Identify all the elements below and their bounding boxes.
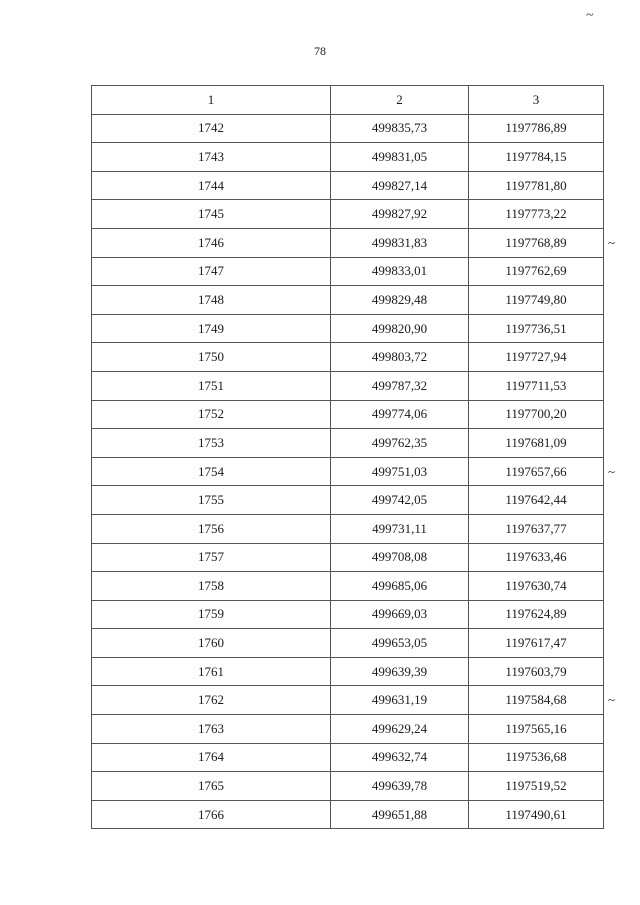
- point-number-value: 1756: [198, 520, 224, 536]
- x-coordinate-cell: [331, 743, 469, 772]
- x-coordinate-value: 499835,73: [371, 120, 428, 136]
- table-row: [92, 286, 604, 315]
- y-coordinate-cell: [469, 343, 604, 372]
- y-coordinate-cell: [469, 457, 615, 486]
- point-number-cell: [92, 114, 331, 143]
- y-coordinate-cell: [469, 486, 604, 515]
- x-coordinate-cell: [331, 457, 469, 486]
- x-coordinate-cell: [331, 143, 469, 172]
- y-coordinate-cell: [469, 143, 604, 172]
- y-coordinate-value: 1197773,22: [505, 206, 567, 222]
- y-coordinate-value: 1197584,68: [505, 692, 567, 708]
- point-number-value: 1763: [198, 720, 224, 736]
- y-coordinate-value: 1197784,15: [505, 148, 567, 164]
- point-number-value: 1762: [198, 692, 224, 708]
- x-coordinate-cell: [331, 629, 469, 658]
- x-coordinate-value: 499787,32: [371, 377, 428, 393]
- y-coordinate-cell: [469, 543, 604, 572]
- y-coordinate-cell: [469, 743, 604, 772]
- x-coordinate-value: 499833,01: [371, 263, 428, 279]
- table-row: [92, 629, 604, 658]
- x-coordinate-cell: [331, 171, 469, 200]
- point-number-cell: [92, 400, 331, 429]
- y-coordinate-cell: [469, 371, 604, 400]
- point-number-cell: [92, 486, 331, 515]
- x-coordinate-value: 499632,74: [371, 749, 428, 765]
- table-row: [92, 143, 604, 172]
- x-coordinate-cell: [331, 800, 469, 829]
- y-coordinate-value: 1197624,89: [505, 606, 567, 622]
- y-coordinate-value: 1197781,80: [505, 177, 567, 193]
- table-row: [92, 543, 604, 572]
- table-row: [92, 343, 604, 372]
- table-row: [92, 228, 604, 257]
- y-coordinate-value: 1197727,94: [505, 349, 567, 365]
- point-number-value: 1746: [198, 234, 224, 250]
- point-number-cell: [92, 143, 331, 172]
- point-number-value: 1766: [198, 806, 224, 822]
- y-coordinate-value: 1197786,89: [505, 120, 567, 136]
- y-coordinate-value: 1197633,46: [505, 549, 567, 565]
- x-coordinate-value: 499731,11: [372, 520, 427, 536]
- point-number-cell: [92, 629, 331, 658]
- y-coordinate-value: 1197490,61: [505, 806, 567, 822]
- table-row: [92, 429, 604, 458]
- x-coordinate-value: 499651,88: [371, 806, 428, 822]
- point-number-cell: [92, 600, 331, 629]
- y-coordinate-cell: [469, 200, 604, 229]
- x-coordinate-cell: [331, 400, 469, 429]
- header-cell-2: 2: [331, 86, 469, 115]
- point-number-cell: [92, 228, 331, 257]
- point-number-value: 1761: [198, 663, 224, 679]
- y-coordinate-value: 1197617,47: [505, 635, 567, 651]
- point-number-value: 1750: [198, 349, 224, 365]
- x-coordinate-value: 499803,72: [371, 349, 428, 365]
- table-body: [92, 114, 615, 829]
- point-number-value: 1749: [198, 320, 224, 336]
- y-coordinate-cell: [469, 228, 615, 257]
- point-number-cell: [92, 286, 331, 315]
- y-coordinate-value: 1197762,69: [505, 263, 567, 279]
- point-number-value: 1755: [198, 492, 224, 508]
- y-coordinate-cell: [469, 772, 604, 801]
- table-header: [92, 86, 604, 115]
- point-number-cell: [92, 715, 331, 744]
- x-coordinate-cell: [331, 543, 469, 572]
- x-coordinate-value: 499629,24: [371, 720, 428, 736]
- margin-tick-mark: ~: [607, 463, 615, 479]
- table-row: [92, 200, 604, 229]
- x-coordinate-value: 499639,78: [371, 778, 428, 794]
- point-number-value: 1751: [198, 377, 224, 393]
- y-coordinate-value: 1197657,66: [505, 463, 567, 479]
- y-coordinate-value: 1197536,68: [505, 749, 567, 765]
- y-coordinate-value: 1197681,09: [505, 434, 567, 450]
- point-number-cell: [92, 800, 331, 829]
- y-coordinate-cell: [469, 286, 604, 315]
- y-coordinate-value: 1197630,74: [505, 577, 567, 593]
- y-coordinate-cell: [469, 314, 604, 343]
- y-coordinate-value: 1197749,80: [505, 291, 567, 307]
- x-coordinate-cell: [331, 314, 469, 343]
- corner-tick-mark: ~: [586, 8, 594, 23]
- point-number-value: 1753: [198, 434, 224, 450]
- point-number-cell: [92, 572, 331, 601]
- point-number-cell: [92, 457, 331, 486]
- table-row: [92, 400, 604, 429]
- point-number-cell: [92, 514, 331, 543]
- x-coordinate-value: 499820,90: [371, 320, 428, 336]
- y-coordinate-cell: [469, 257, 604, 286]
- y-coordinate-value: 1197700,20: [505, 406, 567, 422]
- x-coordinate-cell: [331, 657, 469, 686]
- y-coordinate-cell: [469, 629, 604, 658]
- point-number-cell: [92, 657, 331, 686]
- x-coordinate-value: 499827,14: [371, 177, 428, 193]
- point-number-value: 1744: [198, 177, 224, 193]
- point-number-value: 1759: [198, 606, 224, 622]
- x-coordinate-value: 499653,05: [371, 635, 428, 651]
- table-row: [92, 486, 604, 515]
- point-number-cell: [92, 772, 331, 801]
- x-coordinate-value: 499742,05: [371, 492, 428, 508]
- point-number-cell: [92, 200, 331, 229]
- x-coordinate-cell: [331, 514, 469, 543]
- table-row: [92, 114, 604, 143]
- page-number: 78: [314, 44, 326, 58]
- x-coordinate-cell: [331, 715, 469, 744]
- point-number-value: 1760: [198, 635, 224, 651]
- point-number-value: 1754: [198, 463, 224, 479]
- table-row: [92, 800, 604, 829]
- point-number-value: 1748: [198, 291, 224, 307]
- header-cell-1: 1: [92, 86, 331, 115]
- x-coordinate-cell: [331, 114, 469, 143]
- point-number-cell: [92, 171, 331, 200]
- x-coordinate-cell: [331, 686, 469, 715]
- x-coordinate-value: 499831,83: [371, 234, 428, 250]
- y-coordinate-cell: [469, 429, 604, 458]
- y-coordinate-value: 1197519,52: [505, 778, 567, 794]
- table-row: [92, 772, 604, 801]
- y-coordinate-value: 1197565,16: [505, 720, 567, 736]
- x-coordinate-value: 499708,08: [371, 549, 428, 565]
- y-coordinate-cell: [469, 715, 604, 744]
- table-row: [92, 686, 604, 715]
- point-number-value: 1752: [198, 406, 224, 422]
- y-coordinate-cell: [469, 114, 604, 143]
- x-coordinate-cell: [331, 429, 469, 458]
- point-number-cell: [92, 257, 331, 286]
- point-number-cell: [92, 429, 331, 458]
- point-number-cell: [92, 371, 331, 400]
- x-coordinate-cell: [331, 772, 469, 801]
- table-row: [92, 171, 604, 200]
- x-coordinate-cell: [331, 286, 469, 315]
- y-coordinate-cell: [469, 572, 604, 601]
- point-number-value: 1757: [198, 549, 224, 565]
- table-row: [92, 514, 604, 543]
- table-row: [92, 457, 604, 486]
- x-coordinate-value: 499774,06: [371, 406, 428, 422]
- y-coordinate-cell: [469, 600, 604, 629]
- table-row: [92, 743, 604, 772]
- point-number-value: 1758: [198, 577, 224, 593]
- table-row: [92, 257, 604, 286]
- point-number-value: 1764: [198, 749, 224, 765]
- table-row: [92, 600, 604, 629]
- y-coordinate-value: 1197736,51: [505, 320, 567, 336]
- x-coordinate-value: 499631,19: [371, 692, 428, 708]
- x-coordinate-value: 499751,03: [371, 463, 428, 479]
- x-coordinate-value: 499639,39: [371, 663, 428, 679]
- x-coordinate-cell: [331, 486, 469, 515]
- table-row: [92, 314, 604, 343]
- y-coordinate-cell: [469, 171, 604, 200]
- table-row: [92, 572, 604, 601]
- y-coordinate-cell: [469, 686, 615, 715]
- table-row: [92, 371, 604, 400]
- point-number-value: 1745: [198, 206, 224, 222]
- y-coordinate-value: 1197637,77: [505, 520, 567, 536]
- point-number-value: 1742: [198, 120, 224, 136]
- y-coordinate-cell: [469, 514, 604, 543]
- y-coordinate-value: 1197711,53: [505, 377, 567, 393]
- x-coordinate-cell: [331, 257, 469, 286]
- x-coordinate-cell: [331, 371, 469, 400]
- table-row: [92, 715, 604, 744]
- point-number-cell: [92, 686, 331, 715]
- table-row: [92, 657, 604, 686]
- y-coordinate-value: 1197768,89: [505, 234, 567, 250]
- margin-tick-mark: ~: [607, 692, 615, 708]
- coordinates-table: [91, 85, 615, 829]
- point-number-cell: [92, 743, 331, 772]
- point-number-cell: [92, 343, 331, 372]
- x-coordinate-value: 499827,92: [371, 206, 428, 222]
- y-coordinate-value: 1197642,44: [505, 492, 567, 508]
- y-coordinate-cell: [469, 657, 604, 686]
- x-coordinate-cell: [331, 200, 469, 229]
- x-coordinate-cell: [331, 228, 469, 257]
- y-coordinate-cell: [469, 400, 604, 429]
- x-coordinate-value: 499685,06: [371, 577, 428, 593]
- y-coordinate-value: 1197603,79: [505, 663, 567, 679]
- x-coordinate-value: 499829,48: [371, 291, 428, 307]
- point-number-value: 1743: [198, 148, 224, 164]
- point-number-cell: [92, 314, 331, 343]
- header-row: [92, 86, 604, 115]
- header-cell-3: 3: [469, 86, 604, 115]
- point-number-cell: [92, 543, 331, 572]
- x-coordinate-cell: [331, 572, 469, 601]
- x-coordinate-value: 499669,03: [371, 606, 428, 622]
- y-coordinate-cell: [469, 800, 604, 829]
- x-coordinate-cell: [331, 343, 469, 372]
- x-coordinate-value: 499762,35: [371, 434, 428, 450]
- x-coordinate-cell: [331, 600, 469, 629]
- x-coordinate-value: 499831,05: [371, 148, 428, 164]
- margin-tick-mark: ~: [607, 234, 615, 250]
- point-number-value: 1765: [198, 778, 224, 794]
- point-number-value: 1747: [198, 263, 224, 279]
